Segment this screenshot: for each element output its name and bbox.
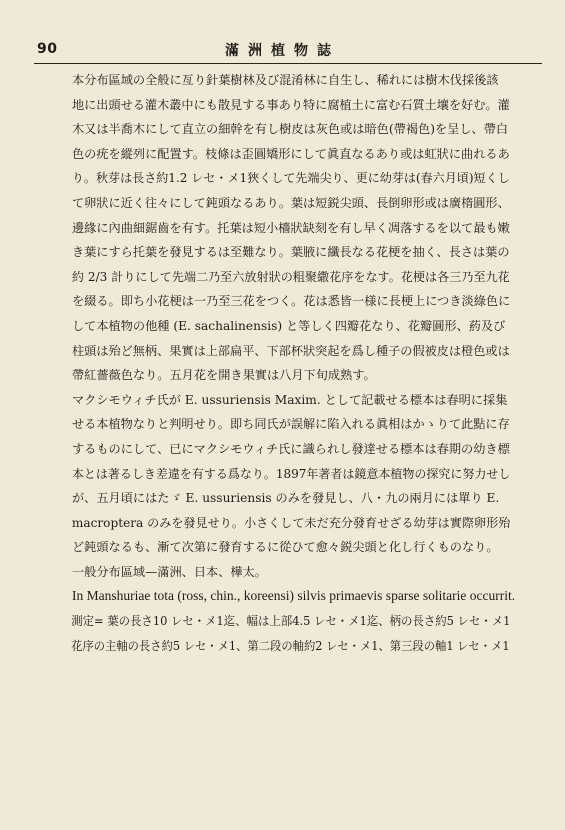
paragraph-maximowicz [60,388,522,560]
page-number: 90 [37,41,58,57]
paragraph-measurements [60,609,522,658]
text-line: して本植物の他種 (E. sachalinensis) と等しく四瓣花なり、花瓣圓形、葯及び [72,318,506,333]
text-line: き葉にすら托葉を發見するは至難なり。葉腋に纖長なる花梗を抽く、長さは葉の [71,245,510,260]
text-line: 測定= 葉の長さ10 レセ・メ1迄、幅は上部4.5 レセ・メ1迄、柄の長さ約5 レセ・メ1 [71,614,511,629]
paragraph-distribution [60,560,522,585]
text-line: 邊緣に內曲細鋸齒を有す。托葉は短小檣狀缺刻を有し早く凋落するを以て最も嫩 [72,220,510,235]
text-line: 地に出頭せる灌木叢中にも散見する事あり特に腐植土に富む石質土壤を好む。灌 [71,97,510,112]
text-line: が、五月頃にはたゞ E. ussuriensis のみを發見し、八・九の兩月には單り E. [72,491,500,506]
page-body [60,68,522,658]
text-line: 色の疣を縱列に配置す。枝條は歪圓矯形にして眞直なるあり或は虹狀に曲れるあ [72,146,510,161]
text-line: ど鈍頭なるも、漸て次第に發育するに從ひて愈々鋭尖頭と化し行くものなり。 [72,540,499,555]
paragraph-latin: In Manshuriae tota (ross, chin., koreensi) silvis primaevis sparse solitarie occurrit. [72,588,516,604]
text-line: 柱頭は殆ど無柄、果實は上部扁平、下部杯狀突起を爲し種子の假被皮は橙色或は [71,343,510,358]
text-line: 約 2/3 計りにして先端二乃至六放射狀の粗聚繖花序をなす。花梗は各三乃至九花 [71,269,510,284]
text-line: するものにして、已にマクシモウィチ氏に識られし發達せる標本は春期の幼き標 [72,441,510,456]
text-line: 本とは著るしき差違を有する爲なり。1897年著者は鏡意本植物の探究に努力せし [71,466,511,481]
text-line: 花序の主軸の長さ約5 レセ・メ1、第二段の軸約2 レセ・メ1、第三段の軸1 レセ・メ1 [71,638,510,653]
text-line: て卵狀に近く往々にして鈍頭なるあり。葉は短鋭尖頭、長倒卵形或は廣楕圓形、 [71,195,510,210]
text-line: 帶紅薔薇色なり。五月花を開き果實は八月下旬成熟す。 [72,368,376,383]
text-line: を綴る。即ち小花梗は一乃至三花をつく。花は悉皆一様に長梗上につき淡綠色に [72,294,511,309]
text-line: せる本植物なりと判明せり。即ち同氏が誤解に陷入れる眞相はかゝりて此點に存 [71,417,510,432]
text-line: マクシモウィチ氏が E. ussuriensis Maxim. として記載せる標本は春明に採集 [72,392,508,407]
text-line: macroptera のみを發見せり。小さくして未だ充分發育せざる幼芽は實際卵形殆 [71,515,511,530]
header-rule [34,63,542,64]
text-line: 一般分布區域—滿洲、日本、樺太。 [72,564,267,579]
text-line: り。秋芽は長さ約1.2 レセ・メ1狹くして先端尖り、更に幼芽は(春六月頃)短くし [71,171,510,186]
text-line: 本分布區域の全般に亙り針葉樹林及び混淆林に自生し、稀れには樹木伐採後該 [72,73,499,87]
paragraph-description [60,68,522,388]
text-line: 木又は半喬木にして直立の細幹を有し樹皮は灰色或は暗色(帶褐色)を呈し、帶白 [72,122,509,137]
running-title: 滿洲植物誌 [225,43,340,59]
